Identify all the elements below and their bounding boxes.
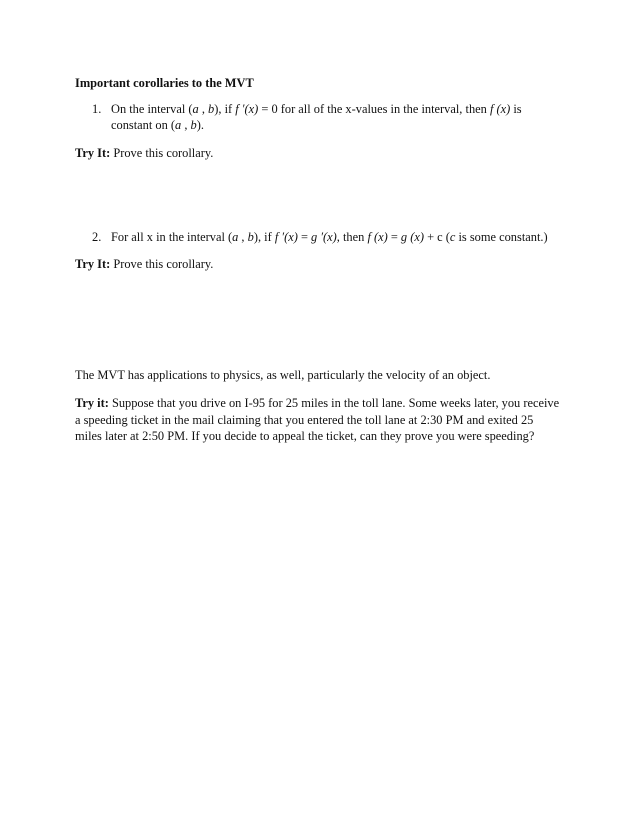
text-run: ). <box>196 118 204 132</box>
try-it-label: Try It: <box>75 146 111 160</box>
text-run: On the interval ( <box>111 102 193 116</box>
expr-f-prime: f ′(x) <box>274 230 298 244</box>
var-a: a <box>175 118 182 132</box>
text-run: = 0 for all of the x-values in the interval, then <box>258 102 490 116</box>
try-it-text: Suppose that you drive on I-95 for 25 miles in the toll lane. Some weeks later, you receive a speeding ticket in the mail claiming that you entered the toll lane at 2:30 PM and exited 25 miles later at 2:50 PM. If you decide to appeal the ticket, can they prove you were speeding? <box>75 396 560 443</box>
expr-f-x: f (x) <box>367 230 388 244</box>
try-it-text: Prove this corollary. <box>110 146 214 160</box>
try-it-text: Prove this corollary. <box>110 257 214 271</box>
text-run: , <box>198 102 209 116</box>
var-c: c <box>449 230 456 244</box>
list-number: 1. <box>92 102 102 116</box>
var-b: b <box>190 118 197 132</box>
corollary-2 <box>92 229 572 245</box>
text-run: + c ( <box>423 230 450 244</box>
corollary-1 <box>92 101 562 133</box>
text-run: is some constant.) <box>455 230 548 244</box>
var-a: a <box>192 102 199 116</box>
corollary-1-text <box>111 101 562 133</box>
try-it-1 <box>75 145 213 161</box>
try-it-3 <box>75 395 560 445</box>
var-a: a <box>232 230 239 244</box>
section-heading: Important corollaries to the MVT <box>75 76 254 90</box>
var-b: b <box>247 230 254 244</box>
try-it-2 <box>75 256 213 272</box>
try-it-label: Try It: <box>75 257 111 271</box>
expr-g-prime: g ′(x) <box>311 230 337 244</box>
text-run: = <box>387 230 401 244</box>
expr-f-x: f (x) <box>489 102 511 116</box>
expr-f-prime: f ′(x) <box>235 102 259 116</box>
text-run: , <box>181 118 191 132</box>
text-run: , then <box>336 230 368 244</box>
text-run: , <box>238 230 248 244</box>
expr-g-x: g (x) <box>400 230 424 244</box>
text-run: For all x in the interval ( <box>111 230 233 244</box>
text-run: is constant on ( <box>111 102 522 132</box>
text-run: ), if <box>214 102 236 116</box>
var-b: b <box>208 102 215 116</box>
try-it-label: Try it: <box>75 396 109 410</box>
physics-paragraph: The MVT has applications to physics, as well, particularly the velocity of an object. <box>75 368 491 382</box>
text-run: ), if <box>253 230 275 244</box>
text-run: = <box>297 230 312 244</box>
list-number: 2. <box>92 230 102 244</box>
corollary-2-text <box>111 229 572 245</box>
